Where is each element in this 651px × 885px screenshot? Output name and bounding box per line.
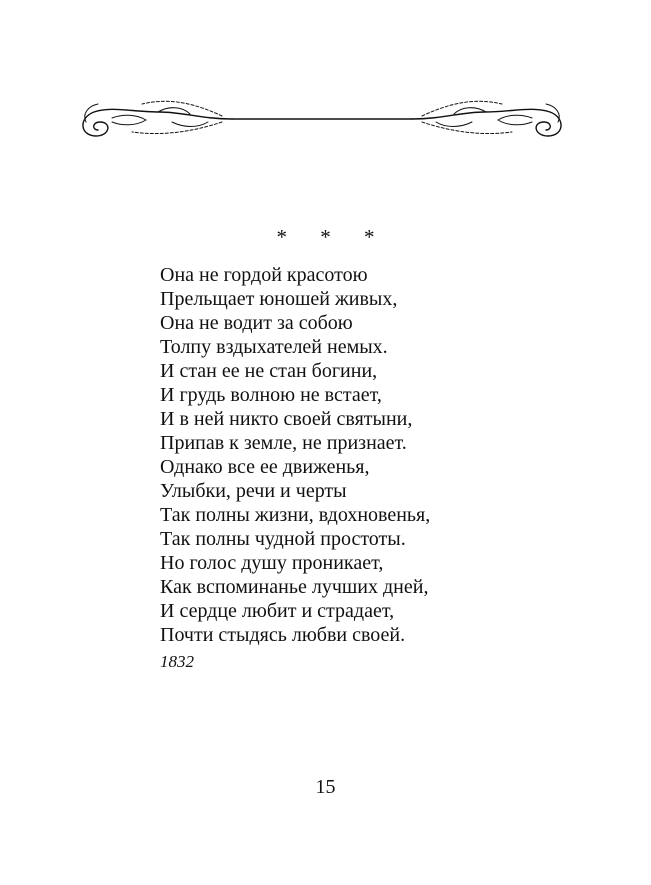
page-number: 15 [315,776,336,798]
poem-line: Почти стыдясь любви своей. [160,624,406,646]
poem-year: 1832 [160,652,194,671]
poem-line: Однако все ее движенья, [160,456,370,478]
poem-line: Припав к земле, не признает. [160,432,407,454]
poem-line: Она не водит за собою [160,312,353,334]
decorative-flourish-icon [72,92,572,146]
poem-line: Так полны чудной простоты. [160,528,406,550]
poem-line: Она не гордой красотою [160,264,368,286]
poem-line: И грудь волною не встает, [160,384,382,406]
poem-line: Как вспоминанье лучших дней, [160,576,429,598]
poem-line: И сердце любит и страдает, [160,600,395,622]
poem-line: Улыбки, речи и черты [160,480,347,502]
section-separator: * * * [276,225,389,249]
poem-line: Но голос душу проникает, [160,552,384,574]
poem-line: И в ней никто своей святыни, [160,408,413,430]
poem-line: Толпу вздыхателей немых. [160,336,388,358]
poem-line: Так полны жизни, вдохновенья, [160,504,431,526]
poem-line: Прельщает юношей живых, [160,288,398,310]
poem-line: И стан ее не стан богини, [160,360,378,382]
poem-text [160,263,430,647]
